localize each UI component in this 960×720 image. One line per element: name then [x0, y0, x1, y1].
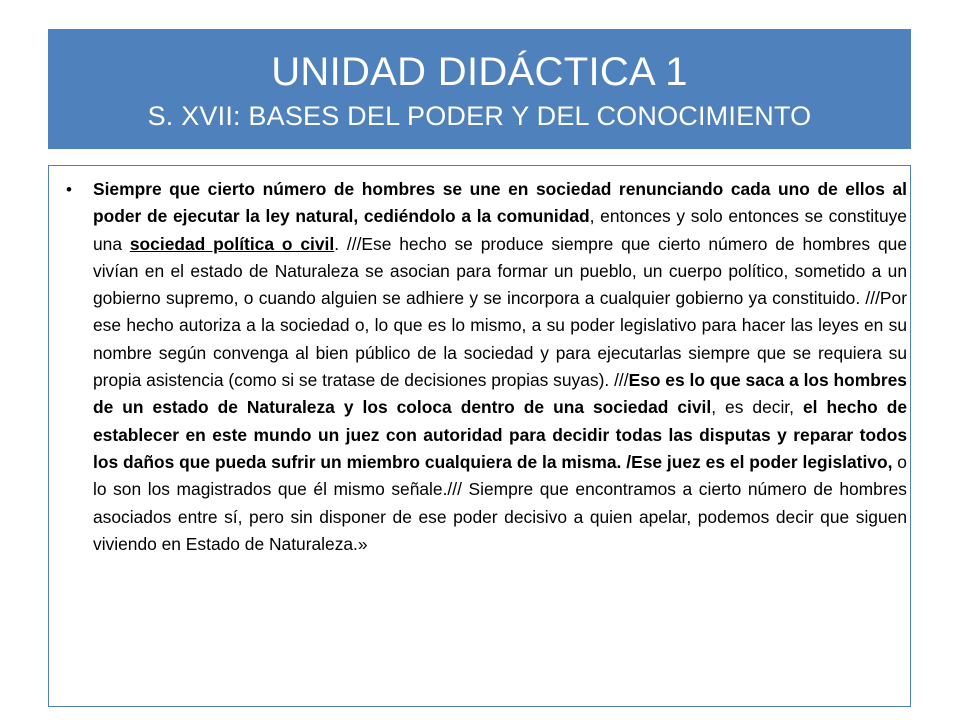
text-bold-segment	[130, 234, 334, 254]
title-banner	[48, 29, 911, 149]
text-bold-segment: Siempre que cierto número de hombres se une en sociedad renunciando cada uno de ellos al poder de ejecutar la ley natural, cediéndolo a la comunidad	[93, 179, 907, 227]
text-segment: , entonces y solo entonces se constituye una	[93, 206, 907, 254]
text-bold-segment: el hecho de establecer en este mundo un juez con autoridad para decidir todas las disputas y reparar todos los daños que pueda sufrir un miembro cualquiera de la misma. /Ese juez es el poder legislativo,	[93, 397, 907, 472]
quote-paragraph	[93, 176, 907, 558]
text-segment: o lo son los magistrados que él mismo señale./// Siempre que encontramos a cierto número de hombres asociados entre sí, pero sin disponer de ese poder decisivo a quien apelar, podemos decir que siguen viviendo en Estado de Naturaleza.»	[93, 451, 907, 554]
text-segment: . ///Ese hecho se produce siempre que cierto número de hombres que vivían en el estado de Naturaleza se asocian para formar un pueblo, un cuerpo político, sometido a un gobierno supremo, o cuando alguien se adhiere y se incorpora a cualquier gobierno ya constituido. ///Por ese hecho autoriza a la sociedad o, lo que es lo mismo, a su poder legislativo para hacer las leyes en su nombre según convenga al bien público de la sociedad y para ejecutarlas siempre que se requiera su propia asistencia (como si se tratase de decisiones propias suyas). ///	[93, 233, 907, 391]
content-box	[48, 165, 911, 707]
underlined-term: sociedad política o civil	[129, 233, 335, 254]
slide-title: UNIDAD DIDÁCTICA 1	[271, 50, 688, 94]
text-segment: , es decir,	[711, 397, 803, 418]
bullet-icon: •	[66, 180, 72, 199]
text-bold-segment: Eso es lo que saca a los hombres de un estado de Naturaleza y los coloca dentro de una sociedad civil	[93, 370, 907, 418]
slide-subtitle: S. XVII: BASES DEL PODER Y DEL CONOCIMIENTO	[147, 101, 812, 131]
